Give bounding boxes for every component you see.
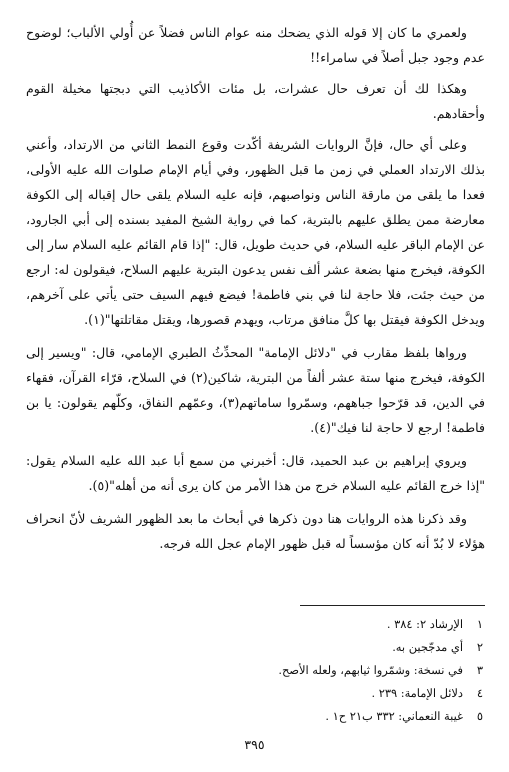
paragraph-4: ورواها بلفظ مقارب في "دلائل الإمامة" المحدِّثُ الطبري الإمامي، قال: "ويسير إلى الكوفة، فيخرج منها ستة عشر ألفاً من البترية، شاكين(٢) في السلاح، قرّاء القرآن، فقهاء في الدين، قد قرّحوا جباههم، وسمّروا ساماتهم(٣)، وعمّهم النفاق، وكلّهم يقولون: يا بن فاطمة! ارجع لا حاجة لنا فيك"(٤).: [26, 345, 485, 435]
footnote-number: ٥: [476, 709, 483, 723]
main-text: [26, 20, 485, 564]
paragraph-2: وهكذا لك أن تعرف حال عشرات، بل مئات الأكاذيب التي دبجتها مخيلة القوم وأحقادهم.: [26, 81, 485, 121]
page-number: ٣٩٥: [244, 737, 265, 752]
footnote-text: دلائل الإمامة: ٢٣٩ .: [371, 686, 463, 700]
footnote-1: [160, 613, 483, 636]
paragraph-5: ويروي إبراهيم بن عبد الحميد، قال: أخبرني من سمع أبا عبد الله عليه السلام يقول: "إذا خرج القائم عليه السلام خرج من هذا الأمر من كان يرى أنه من أهله"(٥).: [26, 453, 485, 493]
paragraph-6: وقد ذكرنا هذه الروايات هنا دون ذكرها في أبحاث ما بعد الظهور الشريف لأنّ انحراف هؤلاء لا بُدّ أنه كان مؤسساً له قبل ظهور الإمام عجل الله فرجه.: [26, 511, 485, 551]
footnote-number: ٤: [476, 686, 483, 700]
footnote-number: ٢: [476, 640, 483, 654]
footnote-2: [160, 636, 483, 659]
footnote-text: في نسخة: وشمّروا ثيابهم، ولعله الأصح.: [278, 663, 463, 677]
footnote-3: [160, 659, 483, 682]
paragraph-1: ولعمري ما كان إلا قوله الذي يضحك منه عوام الناس فضلاً عن أُولي الألباب؛ لوضوح عدم وجود جبل أصلاً في سامراء!!: [26, 25, 485, 65]
footnote-5: [160, 705, 483, 728]
footnotes-list: [160, 613, 483, 728]
paragraph-3: وعلى أي حال، فإنَّ الروايات الشريفة أكّدت وقوع النمط الثاني من الارتداد، وأعني بذلك الارتداد العملي في زمن ما قبل الظهور، وفي أيام الإمام صلوات الله عليه الأولى، فعدا ما يلقى من مارقة الناس ونواصبهم، فإنه عليه السلام يلقى حال إقباله إلى الكوفة معارضة ممن يطلق عليهم بالبترية، كما في رواية الشيخ المفيد بسنده إلى أبي الجارود، عن الإمام الباقر عليه السلام، في حديث طويل، قال: "إذا قام القائم عليه السلام سار إلى الكوفة، فيخرج منها بضعة عشر ألف نفس يدعون البترية عليهم السلاح، فيقولون له: ارجع من حيث جئت، فلا حاجة لنا في بني فاطمة! فيضع فيهم السيف حتى يأتي على آخرهم، ويدخل الكوفة فيقتل بها كلَّ منافق مرتاب، ويهدم قصورها، ويقتل مقاتلتها"(١).: [26, 137, 485, 327]
footnote-4: [160, 682, 483, 705]
footnote-number: ٣: [476, 663, 483, 677]
footnote-text: غيبة النعماني: ٣٣٢ ب٢١ ح١ .: [325, 709, 463, 723]
footnote-text: الإرشاد ٢: ٣٨٤ .: [386, 617, 463, 631]
footnote-separator: [300, 605, 485, 606]
footnote-text: أي مدجّجين به.: [392, 640, 463, 654]
footnote-number: ١: [476, 617, 483, 631]
